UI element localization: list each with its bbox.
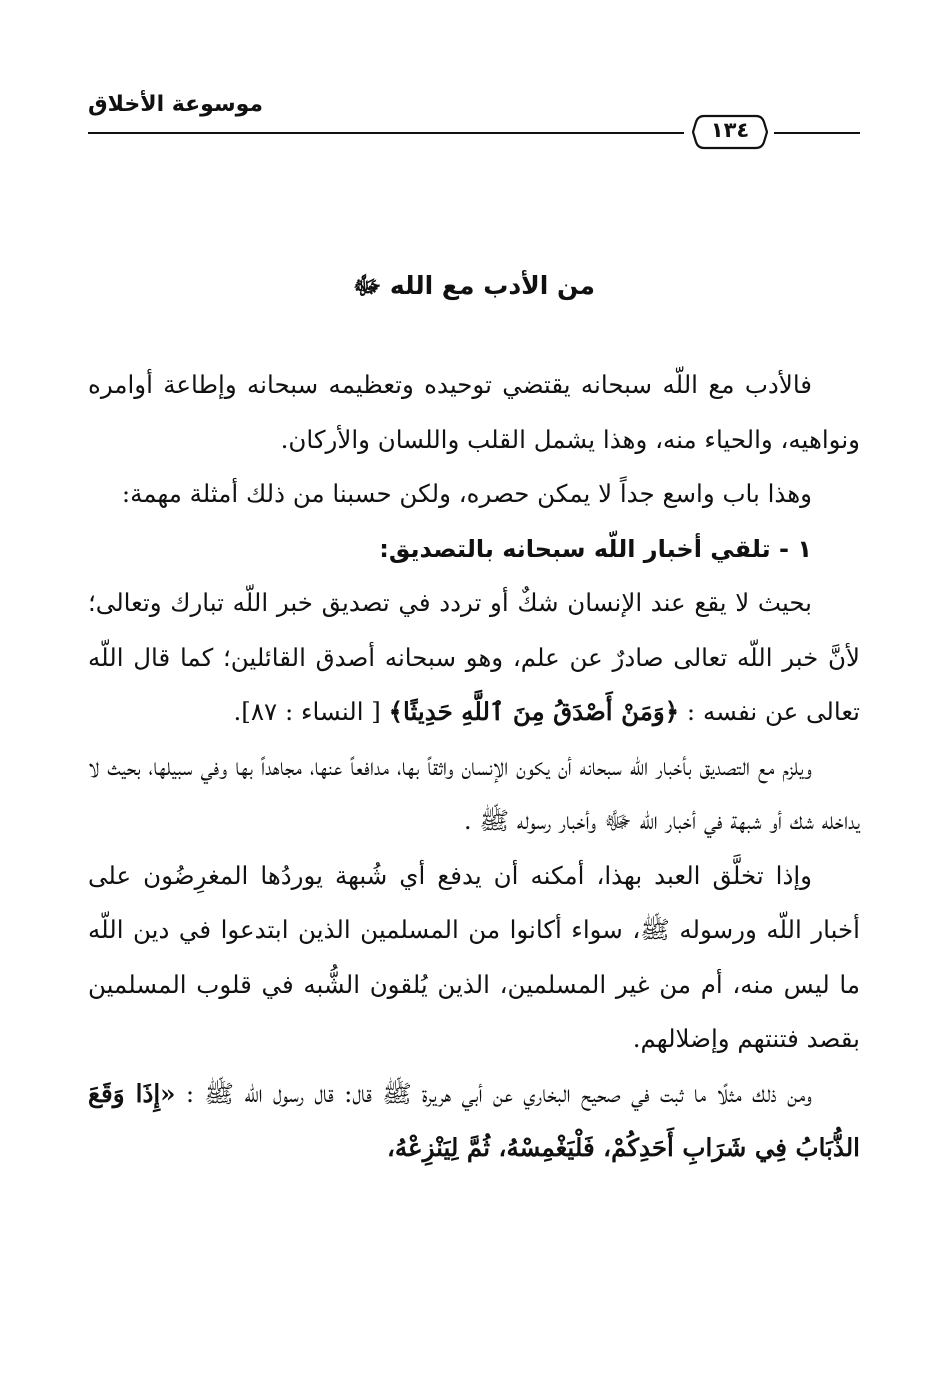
paragraph-2: وهذا باب واسع جداً لا يمكن حصره، ولكن حسبنا من ذلك أمثلة مهمة: (121, 479, 812, 508)
header-rule-left (88, 132, 684, 134)
paragraph-5: وإذا تخلَّق العبد بهذا، أمكنه أن يدفع أي شُبهة يوردُها المغرِضُون على أخبار اللّه ورسوله ﷺ، سواء أكانوا من المسلمين الذين ابتدعوا في دين اللّه ما ليس منه، أم من غير المسلمين، الذين يُلقون الشُّبه في قلوب المسلمين بقصد فتنتهم وإضلالهم. (88, 860, 860, 1053)
section-title: من الأدب مع الله ﷻ (352, 271, 596, 300)
page-header (88, 92, 860, 156)
paragraph-3 (88, 576, 860, 740)
page-number-frame (692, 114, 768, 150)
verse-reference: [ النساء : ٨٧]. (233, 697, 381, 726)
header-rule-right (774, 132, 860, 134)
paragraph-1: فالأدب مع اللّه سبحانه يقتضي توحيده وتعظيمه سبحانه وإطاعة أوامره ونواهيه، والحياء منه، وهذا يشمل القلب واللسان والأركان. (88, 370, 860, 454)
page-body (88, 358, 860, 1176)
paragraph-3-text: بحيث لا يقع عند الإنسان شكٌ أو تردد في تصديق خبر اللّه تبارك وتعالى؛ لأنَّ خبر اللّه تعالى صادرٌ عن علم، وهو سبحانه أصدق القائلين؛ كما قال اللّه تعالى عن نفسه : (88, 588, 860, 726)
paragraph-6 (88, 1067, 860, 1176)
page-number: ١٣٤ (710, 118, 750, 142)
subheading: ١ - تلقي أخبار اللّه سبحانه بالتصديق: (379, 534, 812, 563)
paragraph-6-text: ومن ذلك مثلًا ما ثبت في صحيح البخاري عن أبي هريرة ﷺ قال: قال رسول اللّه ﷺ : (185, 1078, 812, 1108)
paragraph-4: ويلزم مع التصديق بأخبار اللّه سبحانه أن يكون الإنسان واثقاً بها، مدافعاً عنها، مجاهداً بها وفي سبيلها، بحيث لا يداخله شك أو شبهة في أخبار اللّه ﷻ وأخبار رسوله ﷺ . (88, 751, 860, 835)
hadith-text: «إِذَا وَقَعَ الذُّبَابُ فِي شَرَابِ أَحَدِكُمْ، فَلْيَغْمِسْهُ، ثُمَّ لِيَنْزِعْهُ، (88, 1078, 860, 1162)
book-title: موسوعة الأخلاق (88, 92, 264, 117)
quran-verse: ﴿وَمَنْ أَصْدَقُ مِنَ ٱللَّهِ حَدِيثًا﴾ (388, 697, 680, 726)
